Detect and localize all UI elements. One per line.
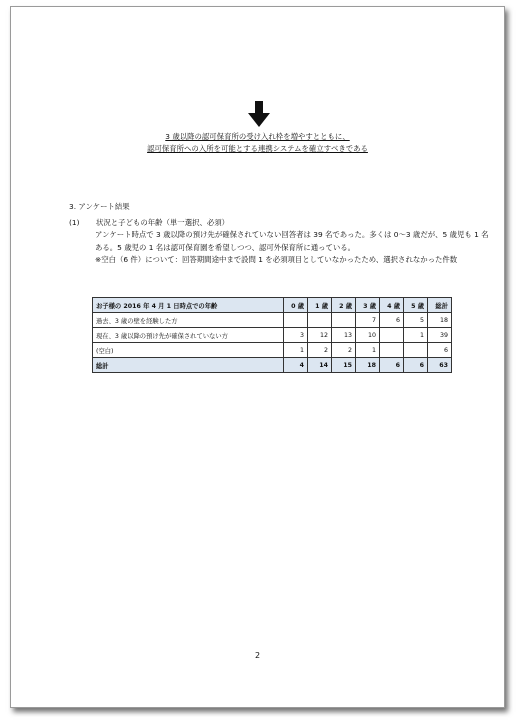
table-cell: 12: [308, 328, 332, 343]
header-total: 総計: [428, 298, 452, 313]
table-cell: 1: [284, 343, 308, 358]
header-age-1: 1 歳: [308, 298, 332, 313]
conclusion-line-1: 3 歳以降の認可保育所の受け入れ枠を増やすとともに、: [165, 132, 350, 141]
row-label: 現在、3 歳以降の預け先が確保されていない方: [93, 328, 284, 343]
header-age-3: 3 歳: [356, 298, 380, 313]
survey-table: [92, 297, 452, 373]
header-age-0: 0 歳: [284, 298, 308, 313]
table-header-row: [93, 298, 452, 313]
paragraph-1: アンケート時点で 3 歳以降の預け先が確保されていない回答者は 39 名であった。多くは 0〜3 歳だが、5 歳児も 1 名ある。5 歳児の 1 名は認可保育園を希望しつつ、認可外保育所に通っている。: [95, 230, 489, 252]
header-age-5: 5 歳: [404, 298, 428, 313]
header-age-2: 2 歳: [332, 298, 356, 313]
table-cell: 6: [428, 343, 452, 358]
table-cell: 39: [428, 328, 452, 343]
total-cell: 63: [428, 358, 452, 373]
table-cell: [308, 313, 332, 328]
document-page: [10, 6, 505, 708]
table-cell: 3: [284, 328, 308, 343]
table-cell: 13: [332, 328, 356, 343]
total-label: 総計: [93, 358, 284, 373]
table-cell: [332, 313, 356, 328]
table-cell: 18: [428, 313, 452, 328]
row-label: 過去、3 歳の壁を経験した方: [93, 313, 284, 328]
table-cell: [284, 313, 308, 328]
table-row: [93, 343, 452, 358]
total-cell: 6: [380, 358, 404, 373]
table-cell: 10: [356, 328, 380, 343]
table-row: [93, 328, 452, 343]
conclusion-line-2: 認可保育所への入所を可能とする連携システムを確立すべきである: [147, 144, 368, 153]
total-cell: 4: [284, 358, 308, 373]
table-cell: 2: [308, 343, 332, 358]
conclusion-text: [11, 131, 504, 155]
total-cell: 15: [332, 358, 356, 373]
table-cell: [404, 343, 428, 358]
total-cell: 14: [308, 358, 332, 373]
down-arrow-icon: [248, 101, 270, 127]
header-age-label: お子様の 2016 年 4 月 1 日時点での年齢: [93, 298, 284, 313]
table-cell: 6: [380, 313, 404, 328]
paragraph-note: ※空白（6 件）について：回答期間途中まで設問 1 を必須項目としていなかったため、選択されなかった件数: [95, 255, 458, 264]
table-cell: 2: [332, 343, 356, 358]
subsection-title: [69, 217, 229, 228]
table-total-row: [93, 358, 452, 373]
body-paragraph: [95, 229, 490, 267]
header-age-4: 4 歳: [380, 298, 404, 313]
table-cell: 1: [404, 328, 428, 343]
table-cell: [380, 328, 404, 343]
table-cell: 1: [356, 343, 380, 358]
section-title: 3. アンケート結果: [69, 202, 130, 211]
table-cell: [380, 343, 404, 358]
subsection-number: (1): [69, 218, 80, 227]
row-label: (空白): [93, 343, 284, 358]
table-cell: 5: [404, 313, 428, 328]
table-row: [93, 313, 452, 328]
total-cell: 18: [356, 358, 380, 373]
page-number: 2: [254, 651, 261, 660]
total-cell: 6: [404, 358, 428, 373]
table-cell: 7: [356, 313, 380, 328]
subsection-label: 状況と子どもの年齢（単一選択、必須）: [96, 218, 230, 227]
